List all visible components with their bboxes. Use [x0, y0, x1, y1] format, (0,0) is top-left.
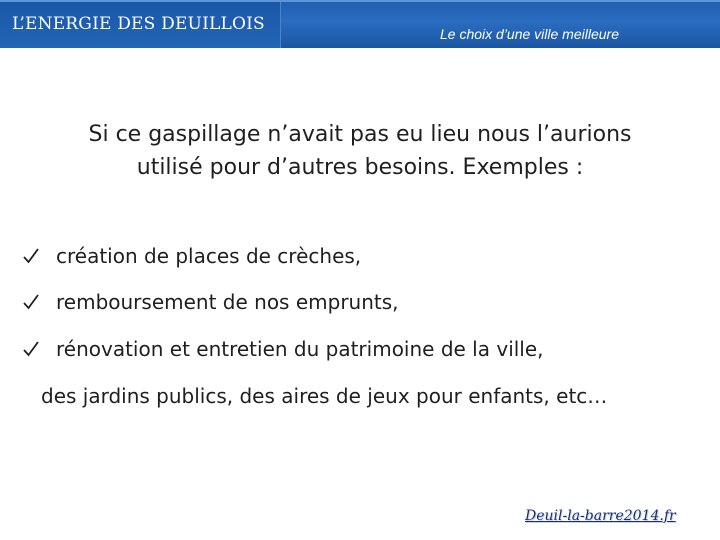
bullet-item [22, 337, 544, 361]
check-icon [22, 247, 40, 265]
brand-title: L’ENERGIE DES DEUILLOIS [12, 14, 265, 34]
bullet-item [22, 244, 361, 268]
bullet-text: rénovation et entretien du patrimoine de la ville, [56, 337, 544, 361]
header-top-line [0, 0, 720, 2]
motto: Le choix d’une ville meilleure [440, 26, 619, 42]
bullet-item [22, 290, 399, 314]
check-icon [22, 293, 40, 311]
check-icon [22, 340, 40, 358]
heading-line-2: utilisé pour d’autres besoins. Exemples : [136, 155, 584, 180]
bullet-text: création de places de crèches, [56, 244, 362, 268]
bullet-text: remboursement de nos emprunts, [56, 290, 399, 314]
slide-heading [20, 118, 700, 184]
bullet-continuation: des jardins publics, des aires de jeux pour enfants, etc… [41, 384, 608, 408]
website-link[interactable]: Deuil-la-barre2014.fr [525, 508, 676, 524]
heading-line-1: Si ce gaspillage n’avait pas eu lieu nous l’aurions [88, 122, 632, 147]
